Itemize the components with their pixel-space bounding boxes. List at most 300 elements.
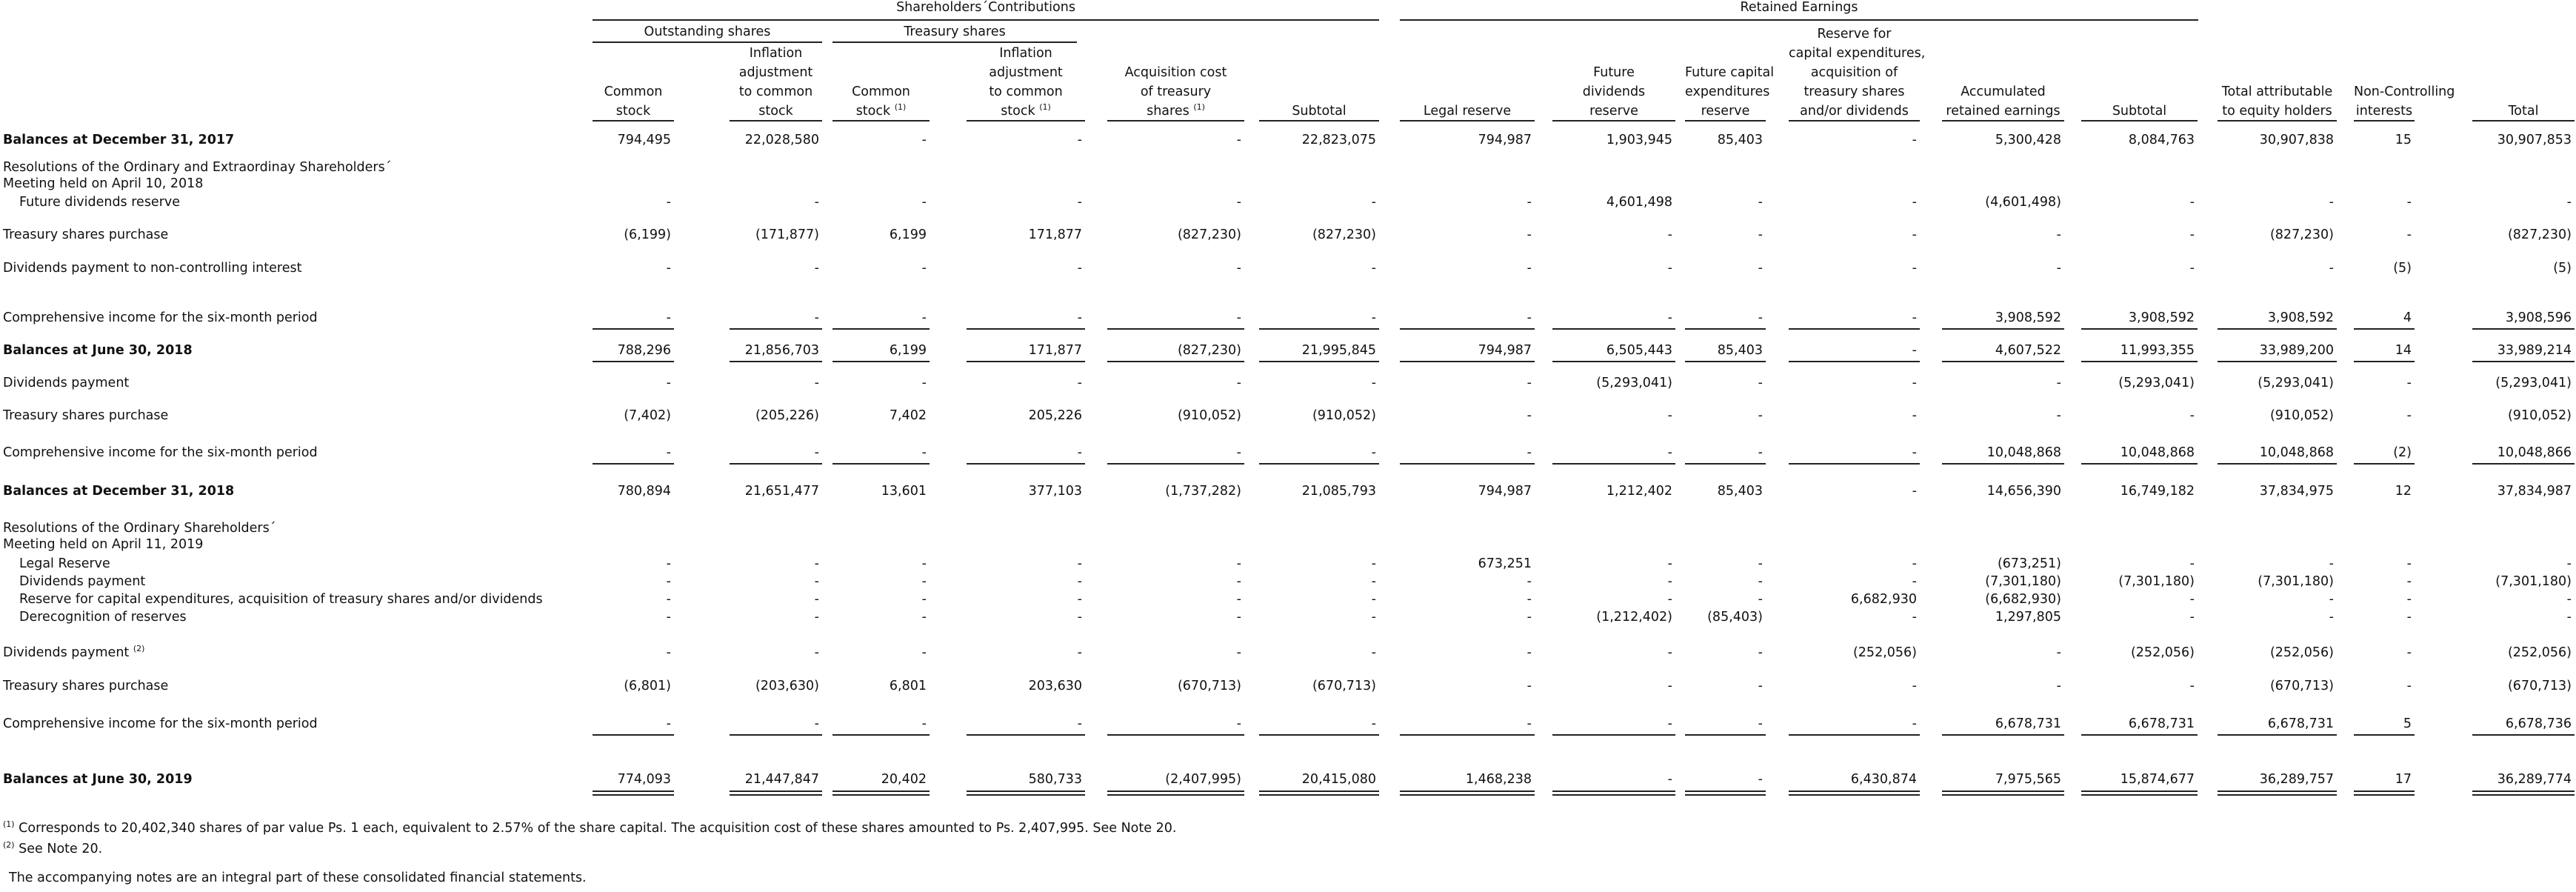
column-header-10-line (1789, 46, 1926, 61)
footnote-2-mark: (2) (3, 840, 15, 851)
column-header-14-line (2354, 84, 2455, 99)
table-cell: (910,052) (2507, 408, 2572, 423)
table-cell: (2) (2393, 445, 2412, 460)
subtotal-rule (2081, 361, 2198, 362)
table-cell: (827,230) (1177, 227, 1241, 242)
column-header-3-line (832, 84, 930, 99)
table-cell: - (1526, 592, 1532, 607)
subtotal-rule (1552, 734, 1675, 736)
table-cell: (670,713) (1177, 679, 1241, 693)
table-cell: 1,212,402 (1606, 484, 1672, 499)
column-header-text: to equity holders (2222, 104, 2332, 119)
table-cell: - (1667, 645, 1672, 660)
column-header-text: Common (852, 84, 910, 99)
table-cell: - (1236, 592, 1241, 607)
column-header-rule (1685, 120, 1766, 122)
table-cell: - (1667, 716, 1672, 731)
table-cell: - (1371, 310, 1376, 325)
table-cell: (827,230) (2269, 227, 2334, 242)
subgroup-header-outstanding: Outstanding shares (644, 24, 771, 39)
table-cell: 10,048,868 (2259, 445, 2334, 460)
table-cell: - (1077, 261, 1082, 276)
row-label (3, 261, 301, 276)
table-cell: 4 (2403, 310, 2412, 325)
row-label-text: Dividends payment (19, 574, 146, 589)
table-cell: 13,601 (881, 484, 927, 499)
group-header-retained-earnings: Retained Earnings (1740, 0, 1858, 15)
table-cell: 3,908,596 (2505, 310, 2572, 325)
column-header-text: reserve (1589, 104, 1638, 119)
table-cell: - (1758, 772, 1763, 787)
table-cell: - (1371, 645, 1376, 660)
row-label (3, 716, 318, 731)
table-cell: - (1526, 310, 1532, 325)
table-cell: 85,403 (1717, 484, 1763, 499)
table-cell: (252,056) (2130, 645, 2195, 660)
table-cell: (827,230) (1177, 343, 1241, 358)
table-cell: - (1526, 408, 1532, 423)
table-cell: - (1667, 310, 1672, 325)
table-cell: - (921, 376, 927, 390)
table-cell: (85,403) (1707, 610, 1763, 625)
table-cell: 794,987 (1478, 484, 1532, 499)
subtotal-rule (1107, 361, 1244, 362)
column-header-6-line (1259, 104, 1379, 119)
row-label-text: Resolutions of the Ordinary and Extraordinay Shareholders´ (3, 160, 392, 175)
row-label (19, 195, 180, 210)
column-header-4-line (967, 65, 1085, 80)
table-cell: - (1912, 556, 1917, 571)
table-cell: (670,713) (2507, 679, 2572, 693)
subtotal-rule (1259, 463, 1379, 465)
row-label (3, 310, 318, 325)
column-header-text: retained earnings (1946, 104, 2061, 119)
table-cell: - (1236, 574, 1241, 589)
row-label-text: Treasury shares purchase (3, 679, 169, 693)
table-cell: - (1667, 227, 1672, 242)
table-cell: - (1371, 592, 1376, 607)
table-cell: (7,301,180) (2118, 574, 2195, 589)
subtotal-rule (967, 734, 1085, 736)
subtotal-rule (1685, 328, 1766, 330)
table-cell: - (1667, 261, 1672, 276)
table-cell: 1,297,805 (1995, 610, 2061, 625)
subtotal-rule (1942, 463, 2064, 465)
table-cell: - (2406, 195, 2412, 210)
column-header-text: Subtotal (1292, 104, 1347, 119)
table-cell: - (2406, 574, 2412, 589)
table-cell: 10,048,868 (1986, 445, 2061, 460)
table-cell: 3,908,592 (2267, 310, 2334, 325)
table-cell: 580,733 (1028, 772, 1082, 787)
column-header-10-line (1789, 27, 1920, 41)
table-cell: (5) (2393, 261, 2412, 276)
table-cell: - (2056, 645, 2061, 660)
table-cell: - (1236, 610, 1241, 625)
subtotal-rule (730, 361, 822, 362)
table-cell: - (814, 610, 819, 625)
subtotal-rule (2218, 328, 2337, 330)
table-cell: - (1912, 227, 1917, 242)
column-header-text: stock (855, 104, 891, 119)
table-cell: - (1371, 716, 1376, 731)
column-header-4-line (967, 104, 1085, 119)
table-cell: - (814, 195, 819, 210)
table-cell: - (2566, 195, 2572, 210)
subtotal-rule (2081, 734, 2198, 736)
table-cell: - (666, 645, 671, 660)
column-header-8-line (1552, 84, 1675, 99)
table-cell: 20,415,080 (1301, 772, 1376, 787)
table-cell: (7,301,180) (2495, 574, 2572, 589)
total-double-rule (593, 791, 674, 796)
table-cell: - (1758, 195, 1763, 210)
subtotal-rule (1942, 361, 2064, 362)
column-header-3-line (832, 104, 930, 119)
footnote-2 (3, 842, 102, 856)
column-header-9-line (1685, 65, 1775, 80)
table-cell: - (921, 261, 927, 276)
table-cell: - (1236, 445, 1241, 460)
subtotal-rule (1259, 361, 1379, 362)
table-cell: 21,856,703 (744, 343, 819, 358)
column-header-8-line (1552, 104, 1675, 119)
column-header-rule (593, 120, 674, 122)
column-header-text: Total attributable (2221, 84, 2333, 99)
table-cell: - (1526, 227, 1532, 242)
table-cell: - (1371, 195, 1376, 210)
subgroup-rule-treasury (832, 41, 1077, 43)
table-cell: - (1912, 484, 1917, 499)
row-label (3, 160, 391, 175)
table-cell: - (666, 445, 671, 460)
table-cell: 1,903,945 (1606, 133, 1672, 147)
table-cell: - (1667, 772, 1672, 787)
row-label-text: Comprehensive income for the six-month period (3, 310, 318, 325)
table-cell: 85,403 (1717, 133, 1763, 147)
column-header-rule (967, 120, 1085, 122)
subtotal-rule (1685, 463, 1766, 465)
column-header-11-line (1942, 104, 2064, 119)
subtotal-rule (1552, 328, 1675, 330)
table-cell: - (1077, 592, 1082, 607)
table-cell: - (921, 195, 927, 210)
row-label-text: Derecognition of reserves (19, 610, 187, 625)
subtotal-rule (2472, 463, 2575, 465)
table-cell: 1,468,238 (1465, 772, 1532, 787)
table-cell: 5,300,428 (1995, 133, 2061, 147)
column-header-text: stock (1001, 104, 1035, 119)
subtotal-rule (2354, 361, 2415, 362)
table-cell: 22,028,580 (744, 133, 819, 147)
footnote-1-mark: (1) (3, 819, 15, 830)
subtotal-rule (967, 328, 1085, 330)
table-cell: 794,987 (1478, 133, 1532, 147)
table-cell: (7,402) (624, 408, 671, 423)
table-cell: - (2566, 592, 2572, 607)
column-header-2-line (730, 104, 822, 119)
column-header-rule (2081, 120, 2198, 122)
table-cell: - (1758, 310, 1763, 325)
table-cell: - (1758, 408, 1763, 423)
table-cell: - (921, 556, 927, 571)
total-double-rule (1685, 791, 1766, 796)
table-cell: (910,052) (2269, 408, 2334, 423)
column-header-text: Subtotal (2112, 104, 2167, 119)
column-header-text: capital expenditures, (1789, 46, 1926, 61)
table-cell: - (1236, 310, 1241, 325)
column-header-text: Future (1593, 65, 1635, 80)
table-cell: - (814, 310, 819, 325)
table-cell: 788,296 (617, 343, 671, 358)
table-cell: - (1912, 716, 1917, 731)
accompanying-note: The accompanying notes are an integral part of these consolidated financial statements. (9, 871, 587, 885)
column-header-13-line (2218, 104, 2337, 119)
table-cell: 780,894 (617, 484, 671, 499)
column-header-10-line (1789, 84, 1920, 99)
table-cell: 377,103 (1028, 484, 1082, 499)
table-cell: - (1236, 133, 1241, 147)
subgroup-header-treasury: Treasury shares (904, 24, 1006, 39)
table-cell: 17 (2395, 772, 2412, 787)
row-label (3, 408, 168, 423)
column-header-rule (1259, 120, 1379, 122)
table-cell: (1,737,282) (1165, 484, 1241, 499)
table-cell: - (2566, 556, 2572, 571)
table-cell: - (666, 716, 671, 731)
column-header-text: adjustment (738, 65, 813, 80)
table-cell: - (1667, 556, 1672, 571)
column-header-text: to common (738, 84, 813, 99)
table-cell: 6,682,930 (1850, 592, 1917, 607)
row-label (3, 679, 168, 693)
table-cell: - (921, 310, 927, 325)
subtotal-rule (1400, 734, 1535, 736)
row-label (3, 537, 203, 552)
table-cell: - (1526, 610, 1532, 625)
column-header-8-line (1552, 65, 1675, 80)
table-cell: 6,199 (889, 227, 927, 242)
subtotal-rule (1400, 361, 1535, 362)
subtotal-rule (1552, 463, 1675, 465)
table-cell: - (2406, 645, 2412, 660)
column-header-5-line (1107, 65, 1244, 80)
table-cell: - (1912, 133, 1917, 147)
table-cell: - (2189, 408, 2195, 423)
table-cell: - (1912, 261, 1917, 276)
column-header-text: Non-Controlling (2354, 84, 2455, 99)
row-label-text: Legal Reserve (19, 556, 110, 571)
column-header-text: Inflation (749, 46, 803, 61)
table-cell: 205,226 (1028, 408, 1082, 423)
table-cell: (827,230) (2507, 227, 2572, 242)
total-double-rule (2081, 791, 2198, 796)
table-cell: 22,823,075 (1301, 133, 1376, 147)
table-cell: (4,601,498) (1985, 195, 2061, 210)
column-header-14-line (2354, 104, 2415, 119)
table-cell: (171,877) (755, 227, 819, 242)
subtotal-rule (2218, 734, 2337, 736)
table-cell: (673,251) (1997, 556, 2061, 571)
table-cell: - (1526, 195, 1532, 210)
table-cell: - (2329, 261, 2334, 276)
table-cell: 6,801 (889, 679, 927, 693)
subtotal-rule (2218, 463, 2337, 465)
table-cell: - (2056, 679, 2061, 693)
column-header-footnote-mark: (1) (1193, 102, 1205, 113)
row-label-text: Comprehensive income for the six-month period (3, 445, 318, 460)
total-double-rule (2354, 791, 2415, 796)
column-header-10-line (1789, 104, 1920, 119)
column-header-text: Total (2508, 104, 2539, 119)
subtotal-rule (593, 361, 674, 362)
table-cell: (5,293,041) (2258, 376, 2334, 390)
column-header-text: acquisition of (1810, 65, 1898, 80)
table-cell: - (1758, 716, 1763, 731)
table-cell: - (2189, 556, 2195, 571)
table-cell: 21,085,793 (1301, 484, 1376, 499)
table-cell: 7,975,565 (1995, 772, 2061, 787)
subtotal-rule (593, 734, 674, 736)
column-header-text: stock (758, 104, 793, 119)
table-cell: 36,289,774 (2497, 772, 2572, 787)
table-cell: - (1912, 376, 1917, 390)
table-cell: - (2329, 556, 2334, 571)
subtotal-rule (1685, 734, 1766, 736)
table-cell: - (814, 261, 819, 276)
column-header-rule (2354, 120, 2415, 122)
table-cell: (252,056) (1852, 645, 1917, 660)
table-cell: - (1371, 556, 1376, 571)
table-cell: 14,656,390 (1986, 484, 2061, 499)
column-header-text: interests (2355, 104, 2413, 119)
table-cell: 12 (2395, 484, 2412, 499)
row-label (19, 574, 145, 589)
table-cell: (5,293,041) (2118, 376, 2195, 390)
column-header-rule (1107, 120, 1244, 122)
subtotal-rule (730, 734, 822, 736)
table-cell: - (2189, 227, 2195, 242)
table-cell: 203,630 (1028, 679, 1082, 693)
column-header-text: Accumulated (1961, 84, 2046, 99)
table-cell: - (1526, 716, 1532, 731)
table-cell: - (1526, 645, 1532, 660)
subtotal-rule (1259, 328, 1379, 330)
table-cell: - (1912, 408, 1917, 423)
table-cell: 33,989,200 (2259, 343, 2334, 358)
table-cell: - (921, 716, 927, 731)
table-cell: - (921, 592, 927, 607)
table-cell: 4,607,522 (1995, 343, 2061, 358)
table-cell: (910,052) (1312, 408, 1376, 423)
table-cell: - (1667, 445, 1672, 460)
group-rule-retained-earnings (1400, 19, 2198, 21)
row-label-text: Comprehensive income for the six-month period (3, 716, 318, 731)
table-cell: - (2189, 592, 2195, 607)
table-cell: - (1236, 556, 1241, 571)
column-header-text: dividends (1582, 84, 1646, 99)
footnote-2-text: See Note 20. (19, 842, 103, 856)
column-header-1-line (593, 104, 674, 119)
table-cell: - (1236, 195, 1241, 210)
row-label-text: Dividends payment (3, 376, 130, 390)
subtotal-rule (1942, 328, 2064, 330)
table-cell: - (814, 592, 819, 607)
subtotal-rule (832, 734, 930, 736)
subtotal-rule (1400, 328, 1535, 330)
table-cell: - (1758, 261, 1763, 276)
table-cell: 171,877 (1028, 343, 1082, 358)
table-cell: 37,834,987 (2497, 484, 2572, 499)
subtotal-rule (967, 463, 1085, 465)
table-cell: - (1236, 716, 1241, 731)
table-cell: - (921, 133, 927, 147)
column-header-10-line (1789, 65, 1920, 80)
table-cell: - (2056, 261, 2061, 276)
table-cell: - (2189, 261, 2195, 276)
row-label-text: Resolutions of the Ordinary Shareholders´ (3, 521, 276, 536)
total-double-rule (1259, 791, 1379, 796)
table-cell: - (814, 574, 819, 589)
table-cell: - (1526, 445, 1532, 460)
table-cell: 6,678,731 (1995, 716, 2061, 731)
column-header-text: stock (615, 104, 651, 119)
subtotal-rule (2218, 361, 2337, 362)
balance-row-label (3, 772, 193, 787)
balance-row-label (3, 133, 234, 147)
table-cell: - (666, 610, 671, 625)
table-cell: - (1912, 574, 1917, 589)
table-cell: - (1758, 376, 1763, 390)
table-cell: - (666, 376, 671, 390)
subtotal-rule (1789, 463, 1920, 465)
subtotal-rule (593, 463, 674, 465)
column-header-1-line (593, 84, 674, 99)
group-rule-contributions (593, 19, 1379, 21)
table-cell: 794,987 (1478, 343, 1532, 358)
table-cell: - (1758, 574, 1763, 589)
table-cell: - (1077, 376, 1082, 390)
table-cell: - (1912, 679, 1917, 693)
column-header-rule (730, 120, 822, 122)
column-header-5-line (1107, 104, 1244, 119)
table-cell: - (666, 261, 671, 276)
table-cell: - (1077, 645, 1082, 660)
table-cell: - (1758, 645, 1763, 660)
row-label (3, 227, 168, 242)
table-cell: (827,230) (1312, 227, 1376, 242)
table-cell: - (2329, 195, 2334, 210)
row-label (3, 645, 144, 660)
row-label-text: Dividends payment to non-controlling interest (3, 261, 302, 276)
subtotal-rule (1107, 734, 1244, 736)
table-cell: - (2406, 556, 2412, 571)
table-cell: 15 (2395, 133, 2412, 147)
table-cell: 3,908,592 (1995, 310, 2061, 325)
table-cell: 33,989,214 (2497, 343, 2572, 358)
column-header-13-line (2218, 84, 2337, 99)
subtotal-rule (2081, 328, 2198, 330)
table-cell: - (1077, 610, 1082, 625)
row-label-footnote-mark: (2) (133, 644, 145, 654)
table-cell: 10,048,868 (2120, 445, 2195, 460)
table-cell: - (1077, 133, 1082, 147)
table-cell: 10,048,866 (2497, 445, 2572, 460)
table-cell: 6,678,736 (2505, 716, 2572, 731)
table-cell: - (1912, 195, 1917, 210)
column-header-4-line (967, 84, 1085, 99)
table-cell: - (814, 645, 819, 660)
